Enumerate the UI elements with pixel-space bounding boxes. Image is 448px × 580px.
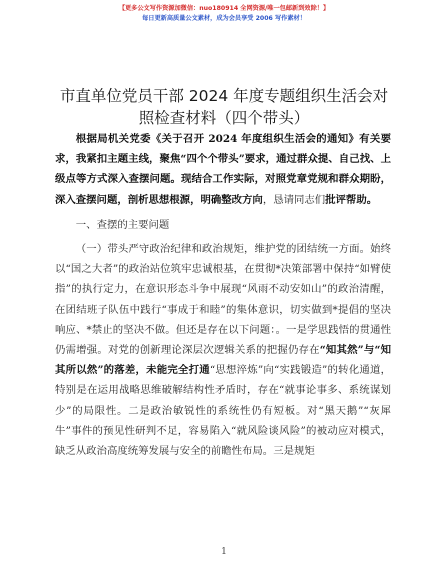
- item-bold-1: “知其然”与“知其所以然”的落差，未能完全打通: [55, 344, 392, 377]
- promo-line-2: 每日更新高质量公文素材，成为会员享受 2006 写作素材！: [142, 15, 306, 22]
- intro-bold: 根源，明确整改方向: [169, 193, 263, 206]
- document-body: [55, 129, 391, 461]
- document-title: [40, 85, 408, 129]
- intro-paragraph: [55, 129, 391, 210]
- intro-text: 根据局机关党委《关于召开 2024 年度组织生活会的通知》有关要求，我紧扣主题主线，聚焦“四个个带头”要求，通过群众提、自己找、上级点等方式深入查摆问题。现结合工作实际，对照党章党规和群众期盼，深入查摆问题，剖析思想: [55, 133, 391, 206]
- intro-tail-bold: 批评帮助。: [325, 193, 378, 206]
- intro-tail-plain: ，恳请同志们: [262, 193, 326, 206]
- promo-line-1: 【更多公文写作资源加微信：nuo180914 全网资源/唯一包邮新到效除！】: [118, 5, 330, 12]
- promo-banner: [0, 4, 448, 24]
- section-heading: 一、查摆的主要问题: [75, 218, 170, 231]
- title-line-1: 市直单位党员干部 2024 年度专题组织生活会对: [59, 87, 389, 105]
- item-part-2: “思想淬炼”向“实践锻造”的转化通道，特别是在运用战略思维破解结构性矛盾时，存在“就事论事多、系统谋划少”的局限性。二是政治敏锐性的系统性仍有短板。对“黑天鹅”“灰犀牛”事件的预见性研判不足，容易陷入“就风险谈风险”的被动应对模式，缺乏从政治高度统筹发展与安全的前瞻性布局。三是规矩: [55, 364, 391, 458]
- title-line-2: 照检查材料（四个带头）: [138, 109, 310, 127]
- page-number: 1: [221, 547, 227, 557]
- item-paragraph: [55, 239, 391, 461]
- item-part-1: （一）带头严守政治纪律和政治规矩，维护党的团结统一方面。始终以“国之大者”的政治站位筑牢忠诚根基，在贯彻*决策部署中保持“如臂使指”的执行定力，在意识形态斗争中展现“风雨不动安如山”的政治清醒，在团结班子队伍中践行“事成于和睦”的集体意识，切实做到*提倡的坚决响应、*禁止的坚决不做。但还是存在以下问题：。一是学思践悟的贯通性仍需增强。对党的创新理论深层次逻辑关系的把握仍存在: [55, 243, 391, 357]
